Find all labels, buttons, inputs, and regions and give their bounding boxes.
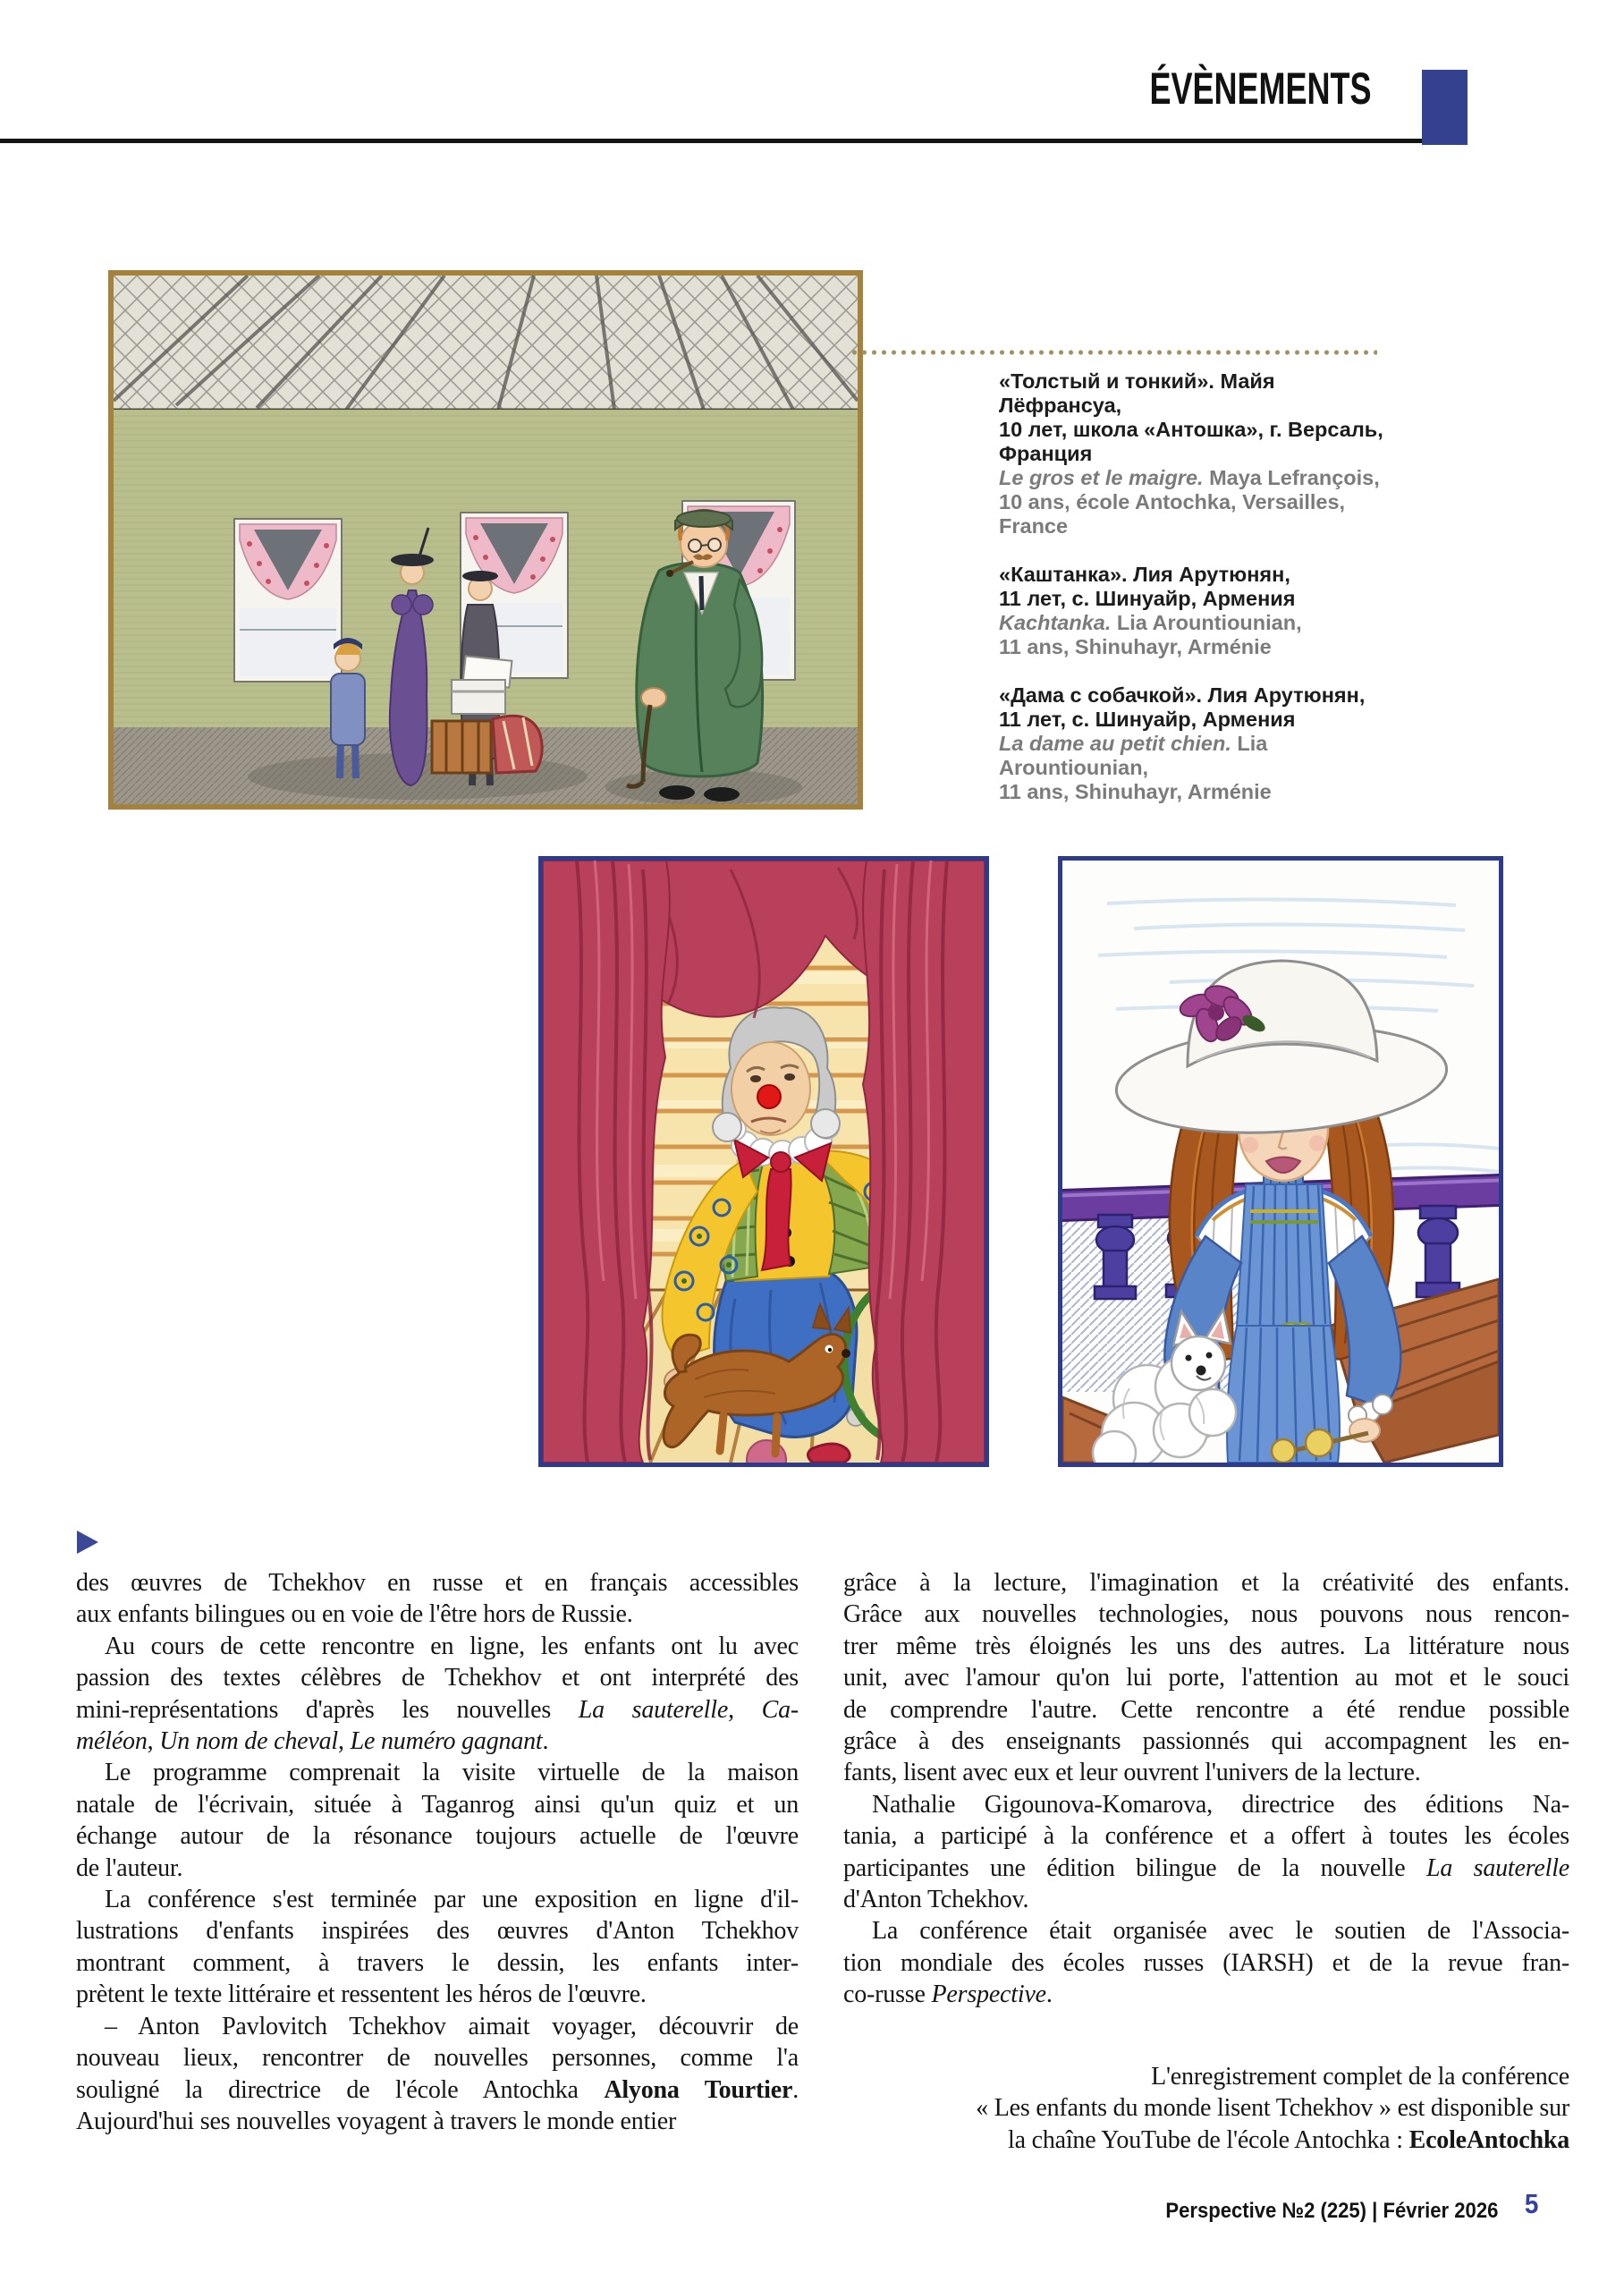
text-line [843, 2125, 1569, 2156]
text-run: Lia Arountiounian, [1111, 611, 1302, 634]
text-run: montrant comment, à travers le dessin, les enfants inter- [76, 1948, 799, 1977]
text-line [843, 1820, 1569, 1852]
text-run: grâce à la lecture, l'imagination et la créativité des enfants. [843, 1569, 1569, 1597]
paragraph [843, 1567, 1569, 1789]
text-run: Alyona Tourtier [604, 2075, 793, 2104]
text-line [843, 2092, 1569, 2124]
text-run: la chaîne YouTube de l'école Antochka : [1007, 2125, 1409, 2154]
text-line [843, 1884, 1569, 1915]
text-run: L'enregistrement complet de la conférence [1151, 2062, 1569, 2091]
text-run: «Дама с собачкой». Лия Арутюнян, [999, 683, 1366, 707]
text-run: Le gros et le maigre. [999, 466, 1204, 489]
caption-line-fr [999, 466, 1403, 490]
drawing-fat-and-thin [108, 270, 863, 810]
drawing-lady-with-dog-art [1062, 861, 1499, 1463]
text-run: prètent le texte littéraire et ressentent les héros de l'œuvre. [76, 1980, 647, 2009]
text-line [76, 1915, 799, 1946]
caption-line-ru [999, 683, 1403, 708]
paragraph [843, 2061, 1569, 2156]
text-line [843, 1915, 1569, 1946]
text-run: échange autour de la résonance toujours actuelle de l'œuvre [76, 1822, 799, 1851]
text-run: Le programme comprenait la visite virtuelle de la maison [105, 1759, 799, 1787]
text-run: 11 ans, Shinuhayr, Arménie [999, 780, 1272, 803]
text-line [76, 1820, 799, 1852]
text-run: des œuvres de Tchekhov en russe et en français accessibles [76, 1569, 799, 1597]
text-run: . [1045, 1980, 1053, 2009]
text-run: Франция [999, 442, 1093, 465]
text-line [76, 1884, 799, 1915]
text-run: grâce à des enseignants passionnés qui accompagnent les en- [843, 1727, 1569, 1756]
text-run: passion des textes célèbres de Tchekhov et ont interprété des [76, 1664, 799, 1692]
text-run: La sauterelle [1425, 1853, 1569, 1882]
paragraph [843, 1789, 1569, 1916]
text-line [843, 1567, 1569, 1599]
text-run: . [542, 1727, 549, 1756]
footer-issue: Perspective №2 (225) | Février 2026 [1164, 2199, 1498, 2223]
drawing-fat-and-thin-art [114, 276, 858, 804]
text-run: Un nom de cheval [159, 1727, 338, 1756]
text-run: 11 лет, с. Шинуайр, Армения [999, 708, 1296, 731]
header-accent-block [1422, 70, 1468, 145]
text-run: lustrations d'enfants inspirées des œuvres d'Anton Tchekhov [76, 1917, 799, 1946]
paragraph [76, 1884, 799, 2011]
text-line [76, 1662, 799, 1693]
caption-block [999, 683, 1403, 804]
text-run: tania, a participé à la conférence et a offert à toutes les écoles [843, 1822, 1569, 1851]
text-line [76, 1757, 799, 1788]
text-run: participantes une édition bilingue de la nouvelle [843, 1853, 1426, 1882]
caption-line-ru [999, 563, 1403, 587]
text-run: méléon [76, 1727, 148, 1756]
text-run: Aujourd'hui ses nouvelles voyagent à travers le monde entier [76, 2107, 677, 2135]
caption-block [999, 369, 1403, 539]
caption-line-fr [999, 611, 1403, 635]
text-run: Grâce aux nouvelles technologies, nous pouvons nous rencon- [843, 1600, 1569, 1629]
text-line [76, 1631, 799, 1662]
text-run: , [728, 1695, 762, 1724]
text-run: « Les enfants du monde lisent Tchekhov » est disponible sur [976, 2094, 1569, 2123]
text-run: nouveau lieux, rencontrer de nouvelles personnes, comme l'a [76, 2044, 799, 2073]
caption-line-fr [999, 490, 1403, 539]
text-run: natale de l'écrivain, située à Taganrog ainsi qu'un quiz et un [76, 1790, 799, 1819]
paragraph [76, 1757, 799, 1884]
text-run: Le numéro gagnant [350, 1727, 543, 1756]
text-line [843, 1757, 1569, 1788]
paragraph [76, 1631, 799, 1758]
text-run: La conférence s'est terminée par une exposition en ligne d'il- [105, 1886, 799, 1914]
text-run: Lia Arountiounian, [999, 732, 1268, 779]
caption-line-ru [999, 369, 1403, 418]
text-run: 10 ans, école Antochka, Versailles, France [999, 490, 1346, 538]
text-line [76, 1853, 799, 1884]
text-run: «Толстый и тонкий». Майя Лёфрансуа, [999, 369, 1275, 417]
text-run: aux enfants bilingues ou en voie de l'être hors de Russie. [76, 1600, 633, 1629]
text-run: . [792, 2075, 799, 2104]
text-line [76, 1567, 799, 1599]
text-run: unit, avec l'amour qu'on lui porte, l'attention au mot et le souci [843, 1664, 1569, 1692]
body-column-left [76, 1567, 799, 2137]
drawing-kachtanka-art [543, 861, 985, 1463]
text-run: de comprendre l'autre. Cette rencontre a été rendue possible [843, 1695, 1569, 1724]
text-run: fants, lisent avec eux et leur ouvrent l'univers de la lecture. [843, 1759, 1421, 1787]
text-run: Ca- [761, 1695, 799, 1724]
text-run: 10 лет, школа «Антошка», г. Версаль, [999, 418, 1383, 441]
text-line [843, 1599, 1569, 1630]
caption-line-fr [999, 732, 1403, 780]
text-line [843, 2061, 1569, 2092]
text-run: trer même très éloignés les uns des autres. La littérature nous [843, 1632, 1569, 1660]
header-rule [0, 139, 1422, 143]
body-column-right [843, 1567, 1569, 2156]
text-line [843, 1853, 1569, 1884]
text-run: tion mondiale des écoles russes (IARSH) et de la revue fran- [843, 1948, 1569, 1977]
caption-line-ru [999, 708, 1403, 732]
paragraph [76, 2011, 799, 2138]
drawing-kachtanka [538, 856, 989, 1467]
text-run: co-russe [843, 1980, 932, 2009]
text-run: EcoleAntochka [1408, 2125, 1569, 2154]
paragraph [76, 1567, 799, 1631]
caption-line-ru [999, 587, 1403, 611]
text-run: de l'auteur. [76, 1853, 183, 1882]
text-run: La sauterelle [578, 1695, 729, 1724]
text-line [76, 1789, 799, 1820]
footer-page-number: 5 [1524, 2188, 1539, 2219]
text-run: «Каштанка». Лия Арутюнян, [999, 563, 1290, 586]
text-run: , [147, 1727, 160, 1756]
text-run: mini-représentations d'après les nouvelles [76, 1695, 579, 1724]
text-line [76, 1947, 799, 1979]
text-line [76, 1979, 799, 2010]
text-line [76, 2074, 799, 2106]
text-run: – Anton Pavlovitch Tchekhov aimait voyager, découvrir de [105, 2012, 799, 2040]
text-run: Kachtanka. [999, 611, 1112, 634]
station-roof [114, 276, 858, 410]
caption-block [999, 563, 1403, 659]
text-line [843, 1979, 1569, 2010]
text-line [76, 2042, 799, 2074]
text-line [843, 1694, 1569, 1726]
caption-line-ru [999, 418, 1403, 442]
text-line [843, 1947, 1569, 1979]
dotted-separator [852, 350, 1377, 355]
drawing-lady-with-dog [1058, 856, 1503, 1467]
caption-line-ru [999, 442, 1403, 466]
text-line [76, 1599, 799, 1630]
caption-list [999, 369, 1403, 828]
text-run: , [338, 1727, 351, 1756]
text-run: La dame au petit chien. [999, 732, 1231, 755]
caption-line-fr [999, 780, 1403, 804]
page-title: ÉVÈNEMENTS [1149, 64, 1372, 114]
text-line [76, 2106, 799, 2137]
paragraph [843, 1915, 1569, 2010]
continuation-arrow-icon [77, 1531, 98, 1554]
text-run: 11 лет, с. Шинуайр, Армения [999, 587, 1296, 610]
text-run: 11 ans, Shinuhayr, Arménie [999, 635, 1272, 658]
text-line [76, 1694, 799, 1726]
text-run: Maya Lefrançois, [1203, 466, 1380, 489]
text-line [843, 1726, 1569, 1757]
text-line [76, 1726, 799, 1757]
text-line [843, 1662, 1569, 1693]
text-run: La conférence était organisée avec le soutien de l'Associa- [872, 1917, 1569, 1946]
text-line [843, 1631, 1569, 1662]
caption-line-fr [999, 635, 1403, 659]
text-line [843, 1789, 1569, 1820]
text-line [76, 2011, 799, 2042]
text-run: d'Anton Tchekhov. [843, 1886, 1029, 1914]
text-run: Nathalie Gigounova-Komarova, directrice des éditions Na- [872, 1790, 1569, 1819]
text-run: Au cours de cette rencontre en ligne, les enfants ont lu avec [105, 1632, 799, 1660]
text-run: Perspective [931, 1980, 1046, 2009]
text-run: souligné la directrice de l'école Antochka [76, 2075, 605, 2104]
